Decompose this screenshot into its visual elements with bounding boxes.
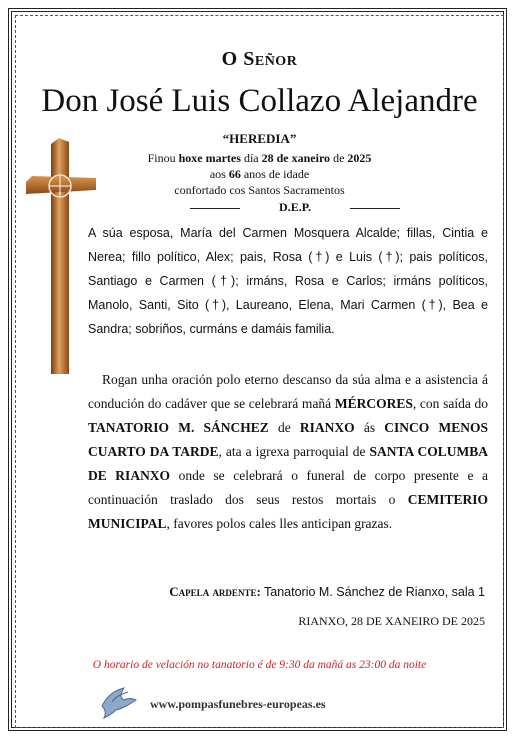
dep-line-right xyxy=(350,208,400,209)
sacraments-line: confortado cos Santos Sacramentos xyxy=(174,183,345,197)
deceased-name: Don José Luis Collazo Alejandre xyxy=(41,83,478,119)
title-senor: Señor xyxy=(243,48,298,70)
dep-divider xyxy=(190,200,400,216)
death-text-a: Finou xyxy=(147,151,179,165)
service-text-2: , con saída do xyxy=(412,396,489,411)
service-text-1: Rogan unha oración polo eterno descanso da súa alma e a asistencia á condución do cadáver que se celebrará mañá xyxy=(88,372,488,411)
alias: “HEREDIA” xyxy=(222,131,297,146)
service-time: CINCO MENOS CUARTO DA TARDE xyxy=(88,420,488,459)
service-text-3: de xyxy=(268,420,300,435)
service-text-6: onde se celebrará o funeral de corpo presente e a continuación traslado dos seus restos mortais o xyxy=(88,468,488,507)
family-paragraph: A súa esposa, María del Carmen Mosquera Alcalde; fillas, Cintia e Nerea; fillo político, Alex; pais, Rosa (†) e Luis (†); pais políticos, Santiago e Carmen (†); irmáns, Rosa e Carlos; irmáns políticos, Manolo, Santi, Sito (†), Laureano, Elena, Mari Carmen (†), Bea e Sandra; sobriños, curmáns e damáis familia. xyxy=(88,226,488,336)
service-cemetery: CEMITERIO MUNICIPAL xyxy=(88,492,488,531)
age-text-c: anos de idade xyxy=(240,167,310,181)
death-day: hoxe martes xyxy=(178,151,241,165)
date-place: RIANXO, 28 DE XANEIRO DE 2025 xyxy=(298,614,485,628)
title-prefix xyxy=(0,48,519,71)
service-day: MÉRCORES xyxy=(334,396,413,411)
dove-icon xyxy=(98,684,138,725)
cross-icon xyxy=(26,138,96,379)
death-date: 28 de xaneiro xyxy=(261,151,331,165)
service-text-7: , favores polos cales lles anticipan grazas. xyxy=(166,516,393,531)
dep-text: D.E.P. xyxy=(279,200,311,214)
age-value: 66 xyxy=(228,167,241,181)
velacion-hours: O horario de velación no tanatorio é de 9:30 da mañá as 23:00 da noite xyxy=(92,659,427,671)
capela-ardente xyxy=(169,584,485,600)
death-text-c: día xyxy=(240,151,262,165)
death-year: 2025 xyxy=(347,151,372,165)
death-text-e: de xyxy=(330,151,348,165)
service-church: SANTA COLUMBA DE RIANXO xyxy=(88,444,488,483)
service-text-5: , ata a igrexa parroquial de xyxy=(218,444,370,459)
service-tanatorio: TANATORIO M. SÁNCHEZ xyxy=(88,420,269,435)
service-paragraph xyxy=(88,368,488,536)
service-town: RIANXO xyxy=(299,420,355,435)
age-text-a: aos xyxy=(209,167,229,181)
title-o: O xyxy=(221,48,238,70)
capela-label: Capela ardente: xyxy=(169,584,261,599)
service-text-4: ás xyxy=(354,420,385,435)
website-link[interactable]: www.pompasfunebres-europeas.es xyxy=(150,697,326,711)
capela-value: Tanatorio M. Sánchez de Rianxo, sala 1 xyxy=(264,585,485,599)
